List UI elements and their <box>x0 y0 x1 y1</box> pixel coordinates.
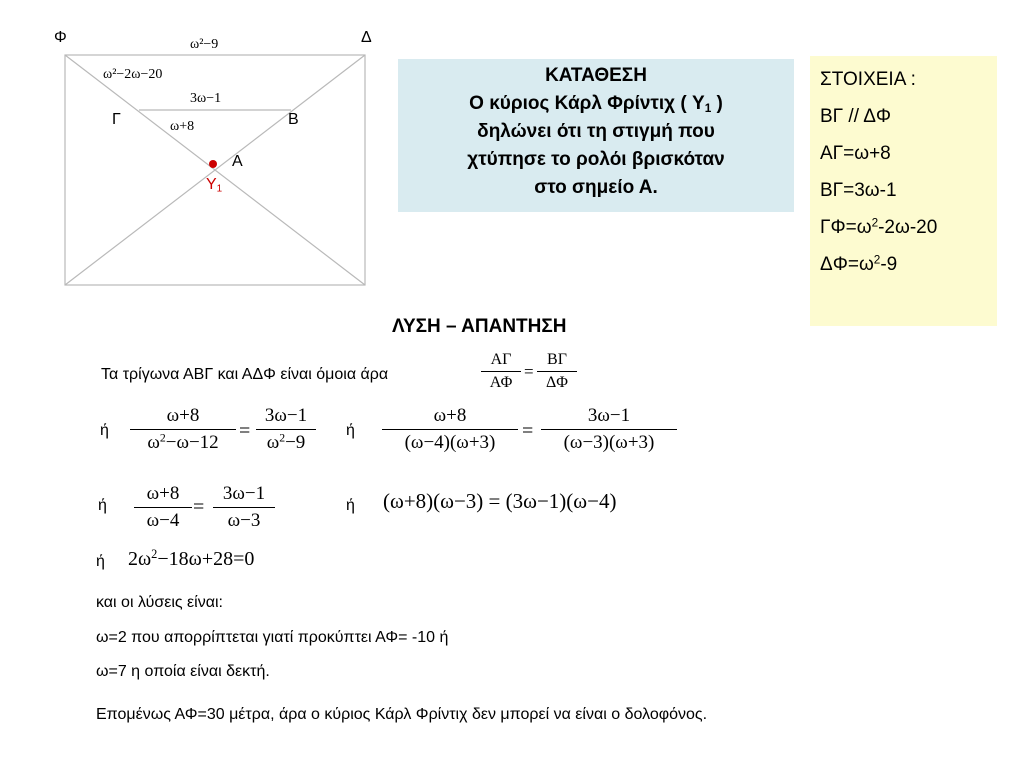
testimony-title: ΚΑΤΑΘΕΣΗ <box>545 65 647 86</box>
given-data-box <box>810 56 997 326</box>
eq3-right-fraction: 3ω−1 ω−3 <box>213 481 275 534</box>
eq1-right-fraction: 3ω−1 $\omega^2-9$ <box>256 403 316 456</box>
eq2-left-fraction: ω+8 (ω−4)(ω+3) <box>382 403 518 456</box>
conclusion-text: Επομένως ΑΦ=30 μέτρα, άρα ο κύριος Κάρλ Φρίντιχ δεν μπορεί να είναι ο δολοφόνος. <box>96 706 708 723</box>
given-bg: ΒΓ=3ω-1 <box>820 180 897 201</box>
testimony-line-4: στο σημείο Α. <box>534 177 658 198</box>
solution-two: ω=7 η οποία είναι δεκτή. <box>96 663 270 680</box>
equals-sign: = <box>193 496 205 518</box>
or-word: ή <box>346 497 355 514</box>
solution-heading: ΛΥΣΗ – ΑΠΑΝΤΗΣΗ <box>392 316 567 337</box>
or-word: ή <box>96 553 105 570</box>
given-ag: ΑΓ=ω+8 <box>820 143 891 164</box>
segment-label-gamma-phi: ω²−2ω−20 <box>103 67 163 82</box>
given-parallel: ΒΓ // ΔΦ <box>820 106 892 127</box>
solution-one: ω=2 που απορρίπτεται γιατί προκύπτει ΑΦ= -10 ή <box>96 629 449 646</box>
solutions-intro: και οι λύσεις είναι: <box>96 594 223 611</box>
equals-sign: = <box>239 420 251 442</box>
eq1-left-fraction: ω+8 $\omega^2-\omega-12$ <box>130 403 236 456</box>
equals-sign: = <box>524 362 534 381</box>
ratio-bg-df: ΒΓ ΔΦ <box>537 349 577 394</box>
testimony-line-1: Ο κύριος Κάρλ Φρίντιχ ( $Y_1$ ) <box>469 93 723 115</box>
or-word: ή <box>98 497 107 514</box>
point-y1-label: $Y_1$ <box>206 176 223 195</box>
point-delta-label: Δ <box>361 29 372 46</box>
quadratic-equation: $2\omega^2-18\omega+28=0$ <box>128 547 255 570</box>
point-phi-label: Φ <box>54 29 67 46</box>
given-gf: $\Gamma\Phi=\omega^2-2\omega-20$ <box>820 216 938 238</box>
eq2-right-fraction: 3ω−1 (ω−3)(ω+3) <box>541 403 677 456</box>
eq3-left-fraction: ω+8 ω−4 <box>134 481 192 534</box>
segment-label-alpha-gamma: ω+8 <box>170 119 195 134</box>
similar-triangles-text: Τα τρίγωνα ΑΒΓ και ΑΔΦ είναι όμοια άρα <box>101 366 389 383</box>
testimony-line-2: δηλώνει ότι τη στιγμή που <box>477 121 715 142</box>
given-title: ΣΤΟΙΧΕΙΑ : <box>820 69 916 90</box>
testimony-line-3: χτύπησε το ρολόι βρισκόταν <box>467 149 725 170</box>
testimony-box <box>398 59 794 212</box>
eq4-cross-multiplied: (ω+8)(ω−3) = (3ω−1)(ω−4) <box>383 489 617 513</box>
segment-label-beta-gamma: 3ω−1 <box>190 91 222 106</box>
equals-sign: = <box>522 420 534 442</box>
point-beta-label: Β <box>288 111 299 128</box>
ratio-ag-af: ΑΓ ΑΦ <box>481 349 521 394</box>
segment-label-delta-phi: ω²−9 <box>190 37 219 52</box>
point-alpha-label: Α <box>232 153 243 170</box>
or-word: ή <box>346 422 355 439</box>
or-word: ή <box>100 422 109 439</box>
point-alpha-marker <box>209 160 217 168</box>
point-gamma-label: Γ <box>112 111 121 128</box>
given-df: $\Delta\Phi=\omega^2-9$ <box>820 253 898 275</box>
